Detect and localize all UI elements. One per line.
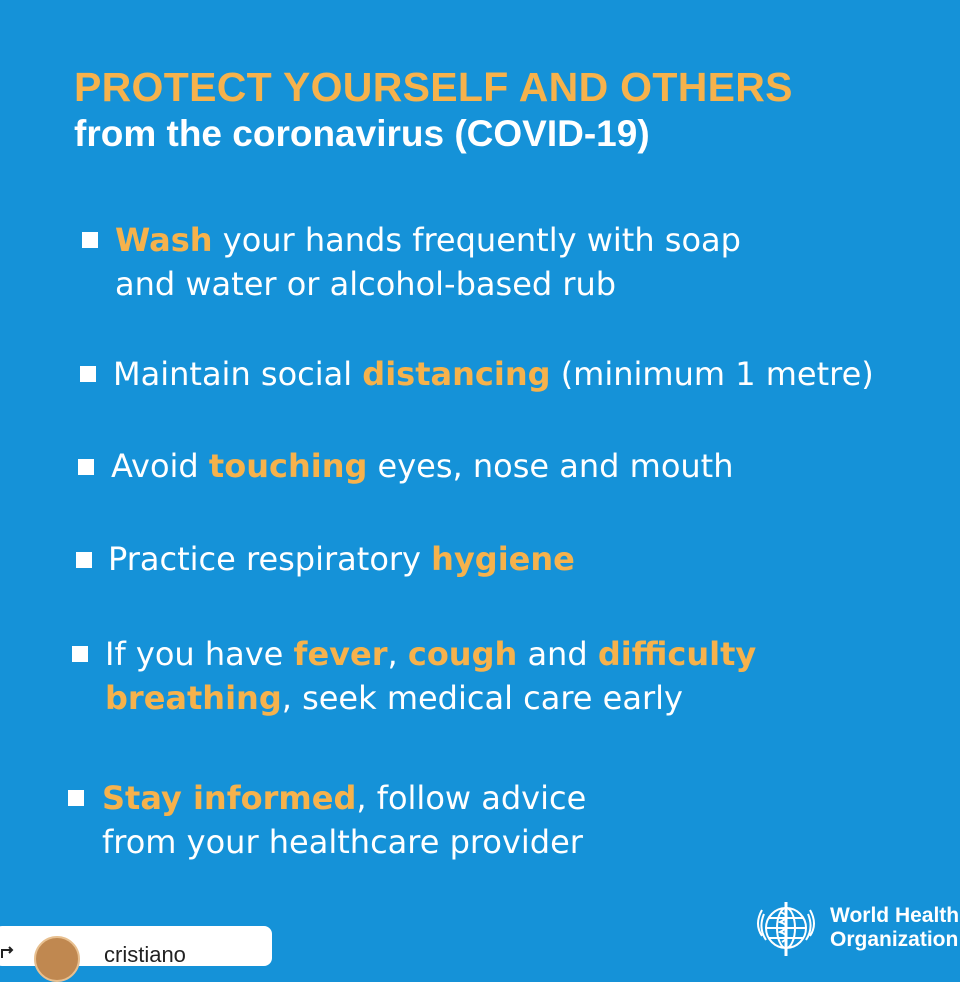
- repost-overlay[interactable]: [0, 926, 272, 966]
- highlight-text: hygiene: [431, 540, 575, 578]
- bullet-square-icon: [76, 552, 92, 568]
- item-text: Practice respiratory: [108, 540, 432, 578]
- list-item-wash: [115, 218, 741, 306]
- highlight-text: cough: [407, 635, 518, 673]
- highlight-text: fever: [293, 635, 388, 673]
- bullet-square-icon: [80, 366, 96, 382]
- header: [74, 64, 793, 158]
- highlight-text: difficulty: [597, 635, 757, 673]
- item-text: from your healthcare provider: [102, 823, 583, 861]
- item-text: (minimum 1 metre): [550, 355, 874, 393]
- highlight-text: distancing: [362, 355, 551, 393]
- repost-icon: [0, 944, 18, 964]
- highlight-text: Wash: [115, 221, 213, 259]
- item-text: , follow advice: [356, 779, 587, 817]
- who-logo-line: Organization: [830, 928, 959, 951]
- list-item-stay-informed: [102, 776, 586, 864]
- highlight-text: breathing: [105, 679, 282, 717]
- item-text: eyes, nose and mouth: [367, 447, 734, 485]
- item-text: Maintain social: [113, 355, 363, 393]
- item-text: your hands frequently with soap: [212, 221, 741, 259]
- list-item-line: [105, 676, 756, 720]
- page-title: PROTECT YOURSELF AND OTHERS: [74, 64, 793, 110]
- who-logo: [748, 896, 960, 960]
- page-subtitle: from the coronavirus (COVID-19): [74, 113, 650, 154]
- who-emblem-icon: [748, 896, 824, 960]
- item-text: and water or alcohol-based rub: [115, 265, 617, 303]
- list-item-distancing: [113, 352, 874, 396]
- item-text: and: [517, 635, 598, 673]
- list-item-hygiene: [108, 537, 575, 581]
- list-item-line: [102, 776, 586, 820]
- avatar[interactable]: [34, 936, 80, 982]
- list-item-line: [102, 820, 586, 864]
- bullet-square-icon: [82, 232, 98, 248]
- list-item-line: [105, 632, 756, 676]
- list-item-touching: [111, 444, 734, 488]
- highlight-text: Stay informed: [102, 779, 357, 817]
- bullet-square-icon: [68, 790, 84, 806]
- who-logo-text: [830, 904, 959, 952]
- item-text: ,: [387, 635, 408, 673]
- who-logo-line: World Health: [830, 904, 960, 927]
- list-item-line: [115, 262, 741, 306]
- list-item-line: [115, 218, 741, 262]
- bullet-square-icon: [78, 459, 94, 475]
- bullet-square-icon: [72, 646, 88, 662]
- item-text: If you have: [105, 635, 294, 673]
- username-label[interactable]: cristiano: [104, 942, 186, 967]
- item-text: , seek medical care early: [281, 679, 683, 717]
- highlight-text: touching: [208, 447, 368, 485]
- item-text: Avoid: [111, 447, 209, 485]
- list-item-symptoms: [105, 632, 756, 720]
